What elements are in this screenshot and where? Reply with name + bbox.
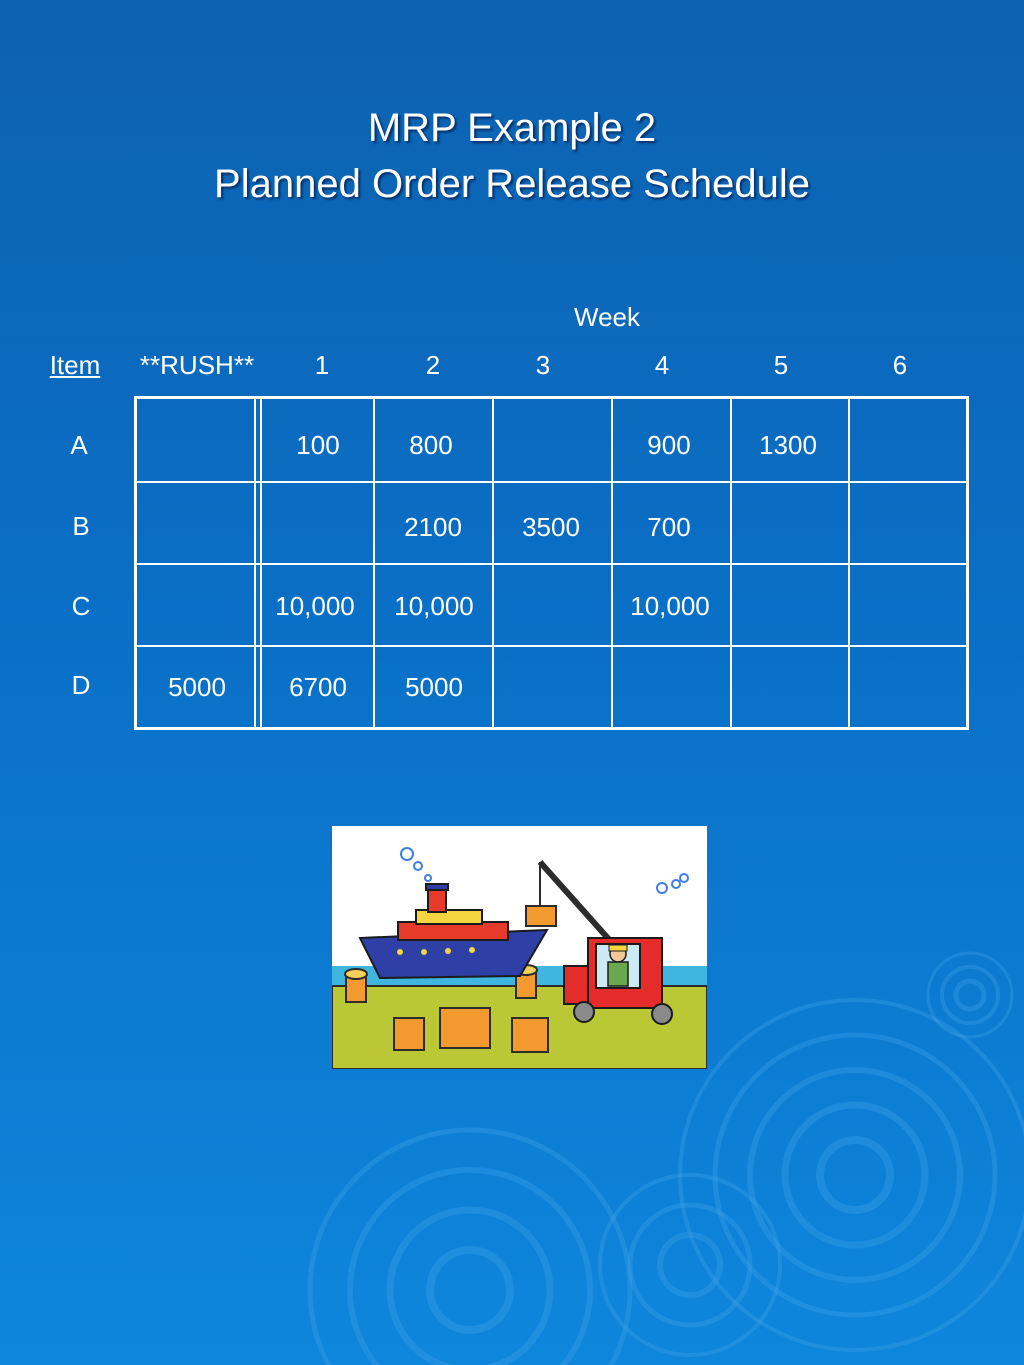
table-cell: 5000 bbox=[405, 672, 463, 702]
item-label-d: D bbox=[71, 670, 91, 700]
week-number-4: 4 bbox=[654, 350, 670, 380]
item-header: Item bbox=[49, 350, 101, 380]
rush-cell-d: 5000 bbox=[168, 672, 226, 702]
shipping-clipart bbox=[332, 826, 707, 1069]
schedule-grid bbox=[134, 396, 969, 730]
rush-header: **RUSH** bbox=[139, 350, 255, 380]
week-label: Week bbox=[574, 302, 640, 332]
title-line-1: MRP Example 2 bbox=[367, 106, 657, 150]
table-cell: 2100 bbox=[404, 512, 462, 542]
table-cell: 800 bbox=[409, 430, 453, 460]
table-cell: 900 bbox=[647, 430, 691, 460]
item-label-c: C bbox=[71, 591, 91, 621]
item-label-b: B bbox=[72, 511, 90, 541]
title-line-2: Planned Order Release Schedule bbox=[214, 162, 810, 206]
week-number-3: 3 bbox=[535, 350, 551, 380]
table-cell: 10,000 bbox=[630, 591, 710, 621]
item-label-a: A bbox=[70, 430, 88, 460]
table-cell: 6700 bbox=[289, 672, 347, 702]
table-cell: 100 bbox=[296, 430, 340, 460]
table-cell: 10,000 bbox=[394, 591, 474, 621]
cargo-ship-truck-icon bbox=[332, 826, 707, 1069]
grid-hline bbox=[137, 481, 966, 483]
table-cell: 1300 bbox=[759, 430, 817, 460]
week-number-2: 2 bbox=[425, 350, 441, 380]
grid-hline bbox=[137, 645, 966, 647]
week-number-5: 5 bbox=[773, 350, 789, 380]
table-cell: 10,000 bbox=[275, 591, 355, 621]
table-cell: 3500 bbox=[522, 512, 580, 542]
table-cell: 700 bbox=[647, 512, 691, 542]
slide-title bbox=[0, 100, 1024, 212]
week-number-1: 1 bbox=[314, 350, 330, 380]
grid-hline bbox=[137, 563, 966, 565]
week-number-6: 6 bbox=[892, 350, 908, 380]
